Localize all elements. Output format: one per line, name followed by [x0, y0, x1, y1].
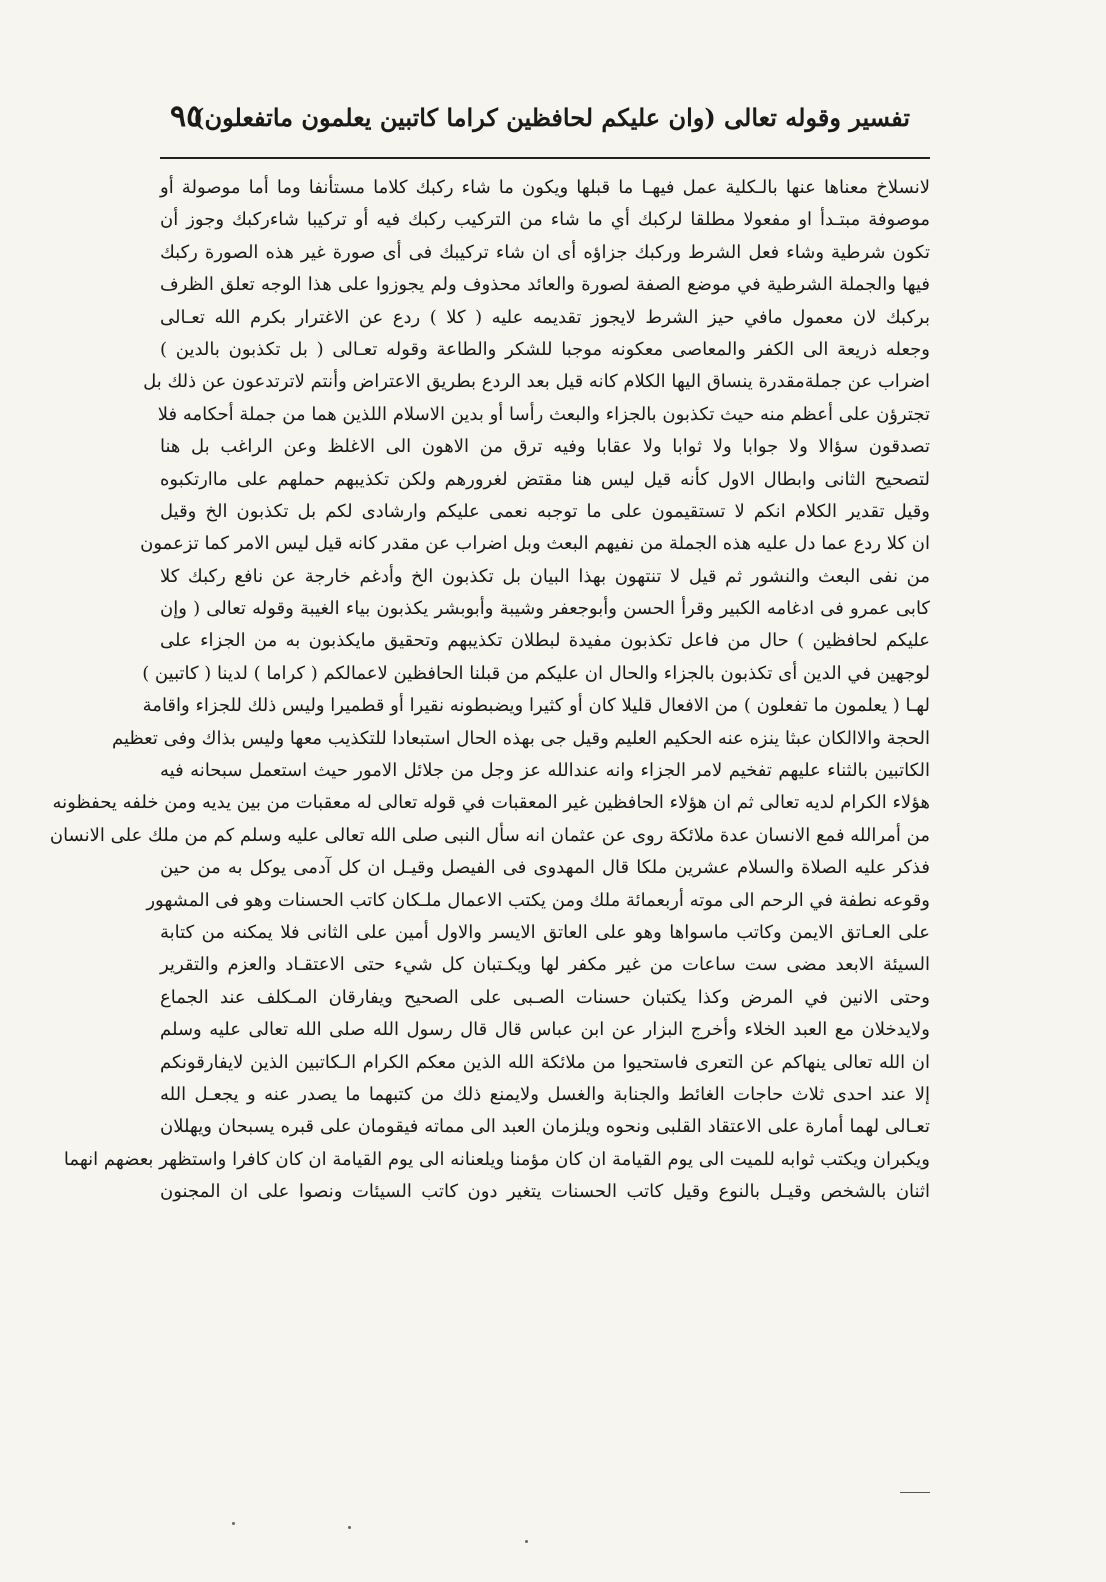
text-line: وقيل تقدير الكلام انكم لا تستقيمون على ما توجبه نعمى عليكم وارشادى لكم بل تكذبون الخ وقيل [160, 500, 930, 522]
footer-dash [900, 1492, 930, 1493]
text-line: لوجهين في الدين أى تكذبون بالجزاء والحال ان عليكم من قبلنا الحافظين لاعمالكم ( كراما ) لدينا ( كاتبين ) [142, 662, 930, 684]
text-line: تعـالى لهما أمارة على الاعتقاد القلبى ونحوه ويلزمان العبد الى مماته فيقومان على قبره يسبحان ويهللان [160, 1116, 930, 1138]
text-line: اثنان بالشخص وقيـل بالنوع وقيل كاتب الحسنات يتغير دون كاتب السيئات ونصوا على ان المجنون [160, 1181, 930, 1203]
scan-speck [232, 1522, 235, 1525]
text-line: لانسلاخ معناها عنها بالـكلية عمل فيهـا ما قبلها ويكون ما شاء ركبك كلاما مستأنفا وما أما موصولة أو [160, 177, 930, 198]
text-line: تجترؤن على أعظم منه حيث تكذبون بالجزاء والبعث رأسا أو بدين الاسلام اللذين هما من جملة أحكامه فلا [157, 403, 930, 425]
text-line: من نفى البعث والنشور ثم قيل لا تنتهون بهذا البيان بل تكذبون الخ وأدغم خارجة عن نافع ركبك كلا [160, 565, 930, 587]
text-line: ويكبران ويكتب ثوابه للميت الى يوم القيامة ان كان مؤمنا ويلعنانه الى يوم القيامة ان كان كافرا واستظهر بعضهم انهما [63, 1148, 930, 1170]
header-title: تفسير وقوله تعالى (وان عليكم لحافظين كراما كاتبين يعلمون ماتفعلون) [193, 103, 910, 132]
text-line: فيها والجملة الشرطية في موضع الصفة لصورة والعائد محذوف ولم يجوزوا على هذا الوجه تعلق الظرف [160, 274, 930, 296]
text-line: ان كلا ردع عما دل عليه هذه الجملة من نفيهم البعث وبل اضراب عن مقدر كانه قيل ليس الامر كما تزعمون [140, 533, 930, 555]
text-line: الكاتبين بالثناء عليهم تفخيم لامر الجزاء وانه عندالله عز وجل من جلائل الامور حيث استعمل سبحانه فيه [160, 760, 930, 782]
header-rule [160, 157, 930, 159]
scan-speck [525, 1540, 528, 1543]
text-line: إلا عند احدى ثلاث حاجات الغائط والجنابة والغسل ولايمنع ذلك من كتبهما ما يصدر عنه و يجعـل الله [160, 1083, 930, 1105]
text-line: وقوعه نطفة في الرحم الى موته أربعمائة ملك ومن يكتب الاعمال ملـكان كاتب الحسنات وهو فى المشهور [146, 889, 930, 911]
text-line: فذكر عليه الصلاة والسلام عشرين ملكا قال المهدوى فى الفيصل وقيـل ان كل آدمى يوكل به من حين [160, 857, 930, 879]
text-line: ولايدخلان مع العبد الخلاء وأخرج البزار عن ابن عباس قال قال رسول الله صلى الله تعالى عليه وسلم [160, 1019, 930, 1041]
text-line: اضراب عن جملةمقدرة ينساق اليها الكلام كانه قيل بعد الردع بطريق الاعتراض وأنتم لاترتدعون عن ذلك بل [143, 371, 930, 393]
text-line: هؤلاء الكرام لديه تعالى ثم ان هؤلاء الحافظين غير المعقبات في قوله تعالى له معقبات من بين يديه ومن خلفه يحفظونه [52, 792, 930, 814]
text-line: من أمرالله فمع الانسان عدة ملائكة روى عن عثمان انه سأل النبى صلى الله تعالى عليه وسلم كم من ملك على الانسان [49, 824, 930, 846]
text-line: وجعله ذريعة الى الكفر والمعاصى معكونه موجبا للشكر والطاعة وقوله تعـالى ( بل تكذبون بالدين ) [160, 338, 930, 360]
text-line: لتصحيح الثانى وابطال الاول كأنه قيل ليس هنا مقتض لغرورهم ولكن تكذيبهم حملهم على ماارتكبوه [160, 468, 930, 490]
body-text [49, 172, 930, 1472]
text-line: عليكم لحافظين ) حال من فاعل تكذبون مفيدة لبطلان تكذيبهم وتحقيق مايكذبون به من الجزاء على [160, 630, 930, 652]
text-line: بركبك لان معمول مافي حيز الشرط لايجوز تقديمه عليه ( كلا ) ردع عن الاغترار بكرم الله تعـالى [160, 306, 930, 328]
text-line: ان الله تعالى ينهاكم عن التعرى فاستحيوا من ملائكة الله الذين معكم الكرام الـكاتبين الذين لايفارقونكم [160, 1051, 930, 1073]
text-line: السيئة الابعد مضى ست ساعات من غير مكفر لها ويكـتبان كل شيء حتى الاعتقـاد والعزم والتقرير [160, 954, 930, 976]
text-line: على العـاتق الايمن وكاتب ماسواها وهو على العاتق الايسر والاول أمين على الثانى فلا يمكنه من كتابة [160, 921, 930, 943]
running-header [160, 95, 930, 145]
text-line: تصدقون سؤالا ولا جوابا ولا ثوابا ولا عقابا وفيه ترق من الاهون الى الاغلظ وعن الراغب بل هنا [160, 436, 930, 458]
page-number: ٩٥ [170, 99, 203, 134]
text-line: وحتى الانين في المرض وكذا يكتبان حسنات الصـبى على الصحيح ويفارقان المـكلف عند الجماع [160, 986, 930, 1008]
text-line: موصوفة مبتـدأ او مفعولا مطلقا لركبك أي ما شاء من التركيب ركبك فيه أو تركيبا شاءركبك وجوز أن [160, 209, 930, 231]
text-line: لهـا ( يعلمون ما تفعلون ) من الافعال قليلا كان أو كثيرا ويضبطونه نقيرا أو قطميرا وليس ذلك للجزاء واقامة [142, 695, 930, 717]
text-line: تكون شرطية وشاء فعل الشرط وركبك جزاؤه أى ان شاء تركيبك فى أى صورة غير هذه الصورة ركبك [160, 241, 930, 263]
scan-speck [348, 1526, 351, 1529]
text-line: الحجة والاالكان عبثا ينزه عنه الحكيم العليم وقيل جى بهذه الحال استبعادا للتكذيب معها وليس بذاك وفى تعظيم [112, 727, 930, 749]
text-line: كابى عمرو فى ادغامه الكبير وقرأ الحسن وأبوجعفر وشيبة وأبوبشر يكذبون بياء الغيبة وقوله تعالى ( وإن [160, 598, 930, 620]
